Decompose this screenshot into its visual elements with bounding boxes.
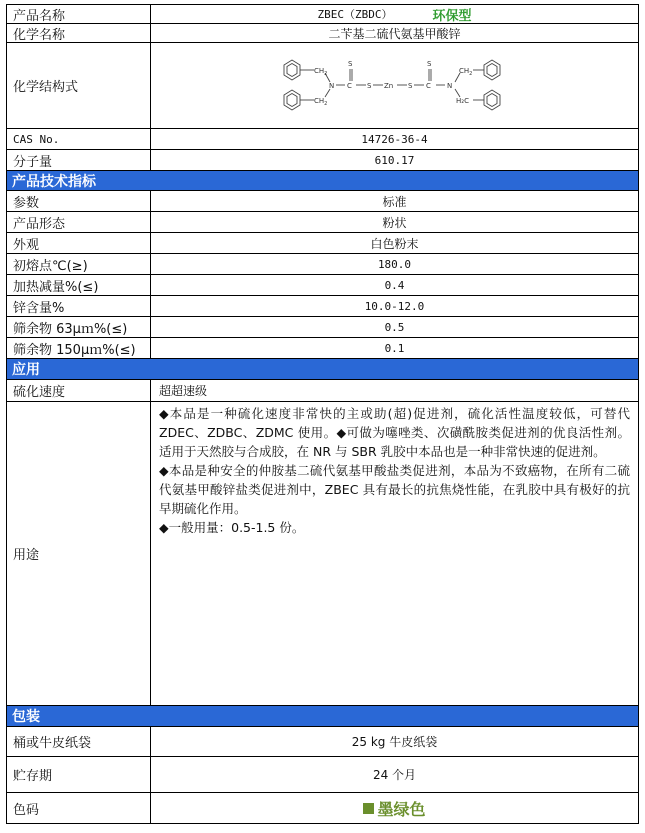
s-label: S — [426, 59, 431, 68]
spec-label: 初熔点℃(≥) — [7, 254, 151, 274]
row-cure-speed — [6, 379, 639, 401]
ch2-label: $CH_2$ — [313, 66, 327, 77]
packaging-label: 桶或牛皮纸袋 — [7, 727, 151, 756]
spec-label: 筛余物 63μｍ%(≤) — [7, 317, 151, 337]
chemical-name-label: 化学名称 — [7, 24, 151, 42]
row-cas — [6, 128, 639, 149]
spec-value: 0.4 — [384, 278, 405, 292]
color-code-label: 色码 — [7, 793, 151, 823]
spec-row — [6, 316, 639, 337]
eco-tag: 环保型 — [432, 8, 472, 24]
storage-label: 贮存期 — [7, 757, 151, 792]
spec-value: 标准 — [382, 194, 407, 209]
row-color-code — [6, 792, 639, 824]
specs-section-header: 产品技术指标 — [6, 170, 639, 190]
product-name-label: 产品名称 — [7, 5, 151, 23]
spec-row — [6, 190, 639, 211]
application-section-header: 应用 — [6, 358, 639, 379]
spec-label: 参数 — [7, 191, 151, 211]
benzene-ring-inner — [287, 93, 297, 106]
packaging-value: 25 kg 牛皮纸袋 — [351, 735, 438, 749]
spec-label: 产品形态 — [7, 212, 151, 232]
usage-text — [151, 402, 638, 705]
spec-label: 外观 — [7, 233, 151, 253]
storage-value: 24 个月 — [372, 768, 417, 782]
spec-label: 筛余物 150μｍ%(≤) — [7, 338, 151, 358]
c-label: C — [346, 81, 352, 90]
spec-row — [6, 211, 639, 232]
spec-value: 白色粉末 — [370, 236, 419, 251]
structure-label: 化学结构式 — [7, 43, 151, 128]
spec-row — [6, 253, 639, 274]
packaging-section-header: 包装 — [6, 705, 639, 726]
row-storage — [6, 756, 639, 792]
row-product-name — [6, 4, 639, 23]
benzene-ring-inner — [287, 63, 297, 76]
spec-value: 180.0 — [377, 257, 412, 271]
h2c-label: H₂C — [455, 96, 469, 105]
spec-row — [6, 274, 639, 295]
s-label: S — [407, 81, 412, 90]
usage-paragraph: ◆本品是一种硫化速度非常快的主或助(超)促进剂，硫化活性温度较低，可替代 ZDEC、ZDBC、ZDMC 使用。◆可做为噻唑类、次磺酰胺类促进剂的优良活性剂。适用于天然胶与合成胶，在 NR 与 SBR 乳胶中本品也是一种非常快速的促进剂。 — [159, 406, 630, 459]
row-chemical-name — [6, 23, 639, 42]
product-spec-sheet — [6, 4, 639, 824]
molecular-weight-value: 610.17 — [374, 153, 415, 167]
spec-row — [6, 295, 639, 316]
cure-speed-label: 硫化速度 — [7, 380, 151, 401]
ch2-label: $CH_2$ — [313, 96, 327, 107]
usage-label: 用途 — [7, 402, 151, 705]
row-molecular-weight — [6, 149, 639, 170]
spec-value: 10.0-12.0 — [364, 299, 425, 313]
cure-speed-value: 超超速级 — [159, 384, 208, 398]
s-label: S — [366, 81, 371, 90]
spec-row — [6, 337, 639, 358]
spec-value: 0.5 — [384, 320, 405, 334]
color-swatch — [363, 803, 374, 814]
spec-label: 锌含量% — [7, 296, 151, 316]
color-code-value — [363, 797, 425, 820]
zn-label: Zn — [383, 81, 393, 90]
benzene-ring-inner — [487, 63, 497, 76]
c-label: C — [425, 81, 431, 90]
n-label: N — [446, 81, 452, 90]
product-name-value: ZBEC（ZBDC） — [317, 8, 393, 21]
s-label: S — [347, 59, 352, 68]
cas-label: CAS No. — [7, 129, 151, 149]
ch2-label: $CH_2$ — [458, 66, 472, 77]
usage-paragraph: ◆一般用量：0.5-1.5 份。 — [159, 520, 305, 535]
benzene-ring-inner — [487, 93, 497, 106]
structural-formula — [270, 51, 520, 121]
usage-paragraph: ◆本品是种安全的仲胺基二硫代氨基甲酸盐类促进剂，本品为不致癌物，在所有二硫代氨基甲酸锌盐类促进剂中，ZBEC 具有最长的抗焦烧性能，在乳胶中具有极好的抗早期硫化作用。 — [159, 463, 630, 516]
spec-label: 加热减量%(≤) — [7, 275, 151, 295]
spec-value: 0.1 — [384, 341, 405, 355]
row-packaging — [6, 726, 639, 756]
cas-value: 14726-36-4 — [361, 132, 428, 146]
spec-value: 粉状 — [382, 215, 407, 230]
molecular-weight-label: 分子量 — [7, 150, 151, 170]
chemical-name-value: 二苄基二硫代氨基甲酸锌 — [328, 26, 461, 41]
spec-row — [6, 232, 639, 253]
row-structure — [6, 42, 639, 128]
row-usage — [6, 401, 639, 705]
n-label: N — [328, 81, 334, 90]
color-code-text: 墨绿色 — [377, 799, 426, 819]
